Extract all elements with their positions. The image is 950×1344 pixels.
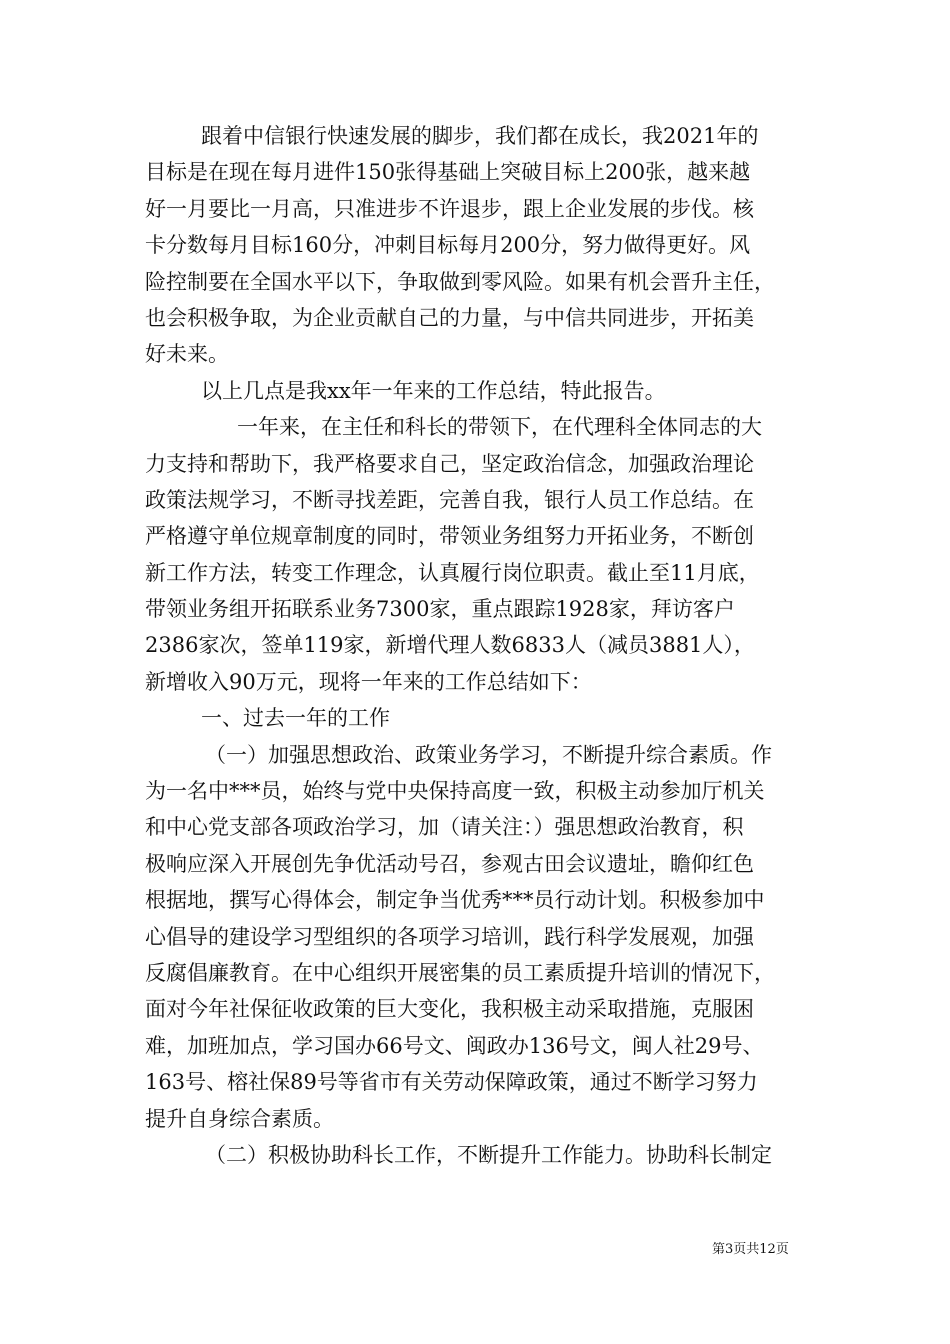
- paragraph-line: 新增收入90万元，现将一年来的工作总结如下：: [145, 669, 592, 694]
- subsection-heading-line: （一）加强思想政治、政策业务学习，不断提升综合素质。作: [205, 742, 772, 767]
- paragraph-line: 新工作方法，转变工作理念，认真履行岗位职责。截止至11月底，: [145, 560, 760, 585]
- section-heading: 一、过去一年的工作: [201, 706, 390, 731]
- paragraph-line: 反腐倡廉教育。在中心组织开展密集的员工素质提升培训的情况下，: [145, 960, 775, 985]
- paragraph-line: 好未来。: [145, 342, 229, 367]
- subsection-heading-line: （二）积极协助科长工作，不断提升工作能力。协助科长制定: [205, 1142, 772, 1167]
- document-body: [145, 118, 817, 1173]
- paragraph-line: 根据地，撰写心得体会，制定争当优秀***员行动计划。积极参加中: [145, 888, 765, 913]
- paragraph-line: 和中心党支部各项政治学习，加（请关注：）强思想政治教育，积: [145, 815, 744, 840]
- paragraph-line: 卡分数每月目标160分，冲刺目标每月200分，努力做得更好。风: [145, 233, 751, 258]
- paragraph-line: 带领业务组开拓联系业务7300家，重点跟踪1928家，拜访客户: [145, 597, 735, 622]
- paragraph-line: 目标是在现在每月进件150张得基础上突破目标上200张，越来越: [145, 160, 751, 185]
- paragraph-line: 难，加班加点，学习国办66号文、闽政办136号文，闽人社29号、: [145, 1033, 764, 1058]
- paragraph-line: 政策法规学习，不断寻找差距，完善自我，银行人员工作总结。在: [145, 487, 754, 512]
- paragraph-line: 极响应深入开展创先争优活动号召，参观古田会议遗址，瞻仰红色: [145, 851, 754, 876]
- page-number-footer: 第3页共12页: [712, 1242, 789, 1257]
- paragraph-line: 也会积极争取，为企业贡献自己的力量，与中信共同进步，开拓美: [145, 305, 754, 330]
- paragraph-line: 力支持和帮助下，我严格要求自己，坚定政治信念，加强政治理论: [145, 451, 754, 476]
- paragraph-line: 为一名中***员，始终与党中央保持高度一致，积极主动参加厅机关: [145, 779, 765, 804]
- paragraph-line: 2386家次，签单119家，新增代理人数6833人（减员3881人），: [145, 633, 755, 658]
- paragraph-line: 好一月要比一月高，只准进步不许退步，跟上企业发展的步伐。核: [145, 196, 754, 221]
- paragraph-line: 163号、榕社保89号等省市有关劳动保障政策，通过不断学习努力: [145, 1070, 758, 1095]
- paragraph-line: 险控制要在全国水平以下，争取做到零风险。如果有机会晋升主任，: [145, 269, 775, 294]
- paragraph-line: 以上几点是我xx年一年来的工作总结，特此报告。: [201, 378, 666, 403]
- paragraph-line: 一年来，在主任和科长的带领下，在代理科全体同志的大: [237, 415, 762, 440]
- paragraph-line: 提升自身综合素质。: [145, 1106, 334, 1131]
- paragraph-line: 严格遵守单位规章制度的同时，带领业务组努力开拓业务，不断创: [145, 524, 754, 549]
- paragraph-line: 跟着中信银行快速发展的脚步，我们都在成长，我2021年的: [201, 124, 759, 148]
- paragraph-line: 心倡导的建设学习型组织的各项学习培训，践行科学发展观，加强: [145, 924, 754, 949]
- paragraph-line: 面对今年社保征收政策的巨大变化，我积极主动采取措施，克服困: [145, 997, 754, 1022]
